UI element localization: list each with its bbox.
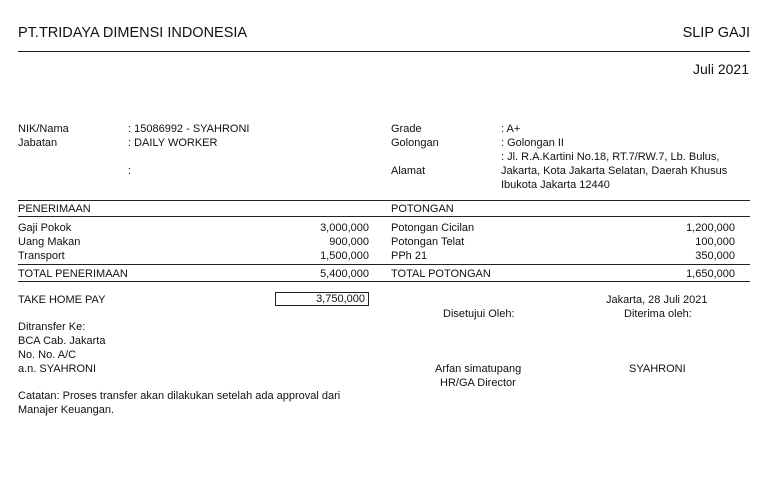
grade-label: Grade [391,123,422,135]
document-title: SLIP GAJI [682,25,750,41]
header-divider [18,51,750,52]
income-item-label: Transport [18,250,65,262]
total-deduction-label: TOTAL POTONGAN [391,268,491,280]
totals-bottom-divider [18,281,750,282]
blank-field-value: : [128,165,132,177]
transfer-account-name: a.n. SYAHRONI [18,363,97,375]
income-item-label: Uang Makan [18,236,81,248]
company-name: PT.TRIDAYA DIMENSI INDONESIA [18,25,248,41]
deduction-item-value: 100,000 [695,236,735,248]
income-item-value: 3,000,000 [320,222,369,234]
approver-title: HR/GA Director [440,377,516,389]
deduction-item-value: 1,200,000 [686,222,735,234]
nik-value: : 15086992 - SYAHRONI [128,123,250,135]
income-item-value: 1,500,000 [320,250,369,262]
take-home-pay-value: 3,750,000 [316,293,365,305]
received-by-label: Diterima oleh: [624,308,692,320]
section-header-divider [18,216,750,217]
total-income-label: TOTAL PENERIMAAN [18,268,128,280]
transfer-line: Ditransfer Ke: [18,321,86,333]
nik-label: NIK/Nama [18,123,69,135]
place-date: Jakarta, 28 Juli 2021 [606,294,708,306]
deduction-item-label: Potongan Telat [391,236,465,248]
pay-period: Juli 2021 [692,61,749,77]
total-deduction-value: 1,650,000 [686,268,735,280]
deduction-item-value: 350,000 [695,250,735,262]
golongan-label: Golongan [391,137,439,149]
totals-top-divider [18,264,750,265]
golongan-value: : Golongan II [501,137,564,149]
note-line: Manajer Keuangan. [18,404,115,416]
transfer-account: No. No. A/C [18,349,77,361]
transfer-bank: BCA Cab. Jakarta [18,335,106,347]
approved-by-label: Disetujui Oleh: [443,308,515,320]
potongan-header: POTONGAN [391,203,454,215]
take-home-pay-box [275,292,369,306]
alamat-label: Alamat [391,165,426,177]
alamat-value: : Jl. R.A.Kartini No.18, RT.7/RW.7, Lb. Bulus, Jakarta, Kota Jakarta Selatan, Daerah Khusus Ibukota Jakarta 12440 [501,151,728,191]
penerimaan-header: PENERIMAAN [18,203,91,215]
deduction-item-label: PPh 21 [391,250,428,262]
receiver-name: SYAHRONI [629,363,686,375]
total-income-value: 5,400,000 [320,268,369,280]
jabatan-label: Jabatan [18,137,58,149]
jabatan-value: : DAILY WORKER [128,137,218,149]
take-home-pay-label: TAKE HOME PAY [18,294,106,306]
income-item-value: 900,000 [329,236,369,248]
note-line: Catatan: Proses transfer akan dilakukan setelah ada approval dari [18,390,341,402]
approver-name: Arfan simatupang [435,363,522,375]
section-top-divider [18,200,750,201]
income-item-label: Gaji Pokok [18,222,72,234]
deduction-item-label: Potongan Cicilan [391,222,475,234]
grade-value: : A+ [501,123,521,135]
